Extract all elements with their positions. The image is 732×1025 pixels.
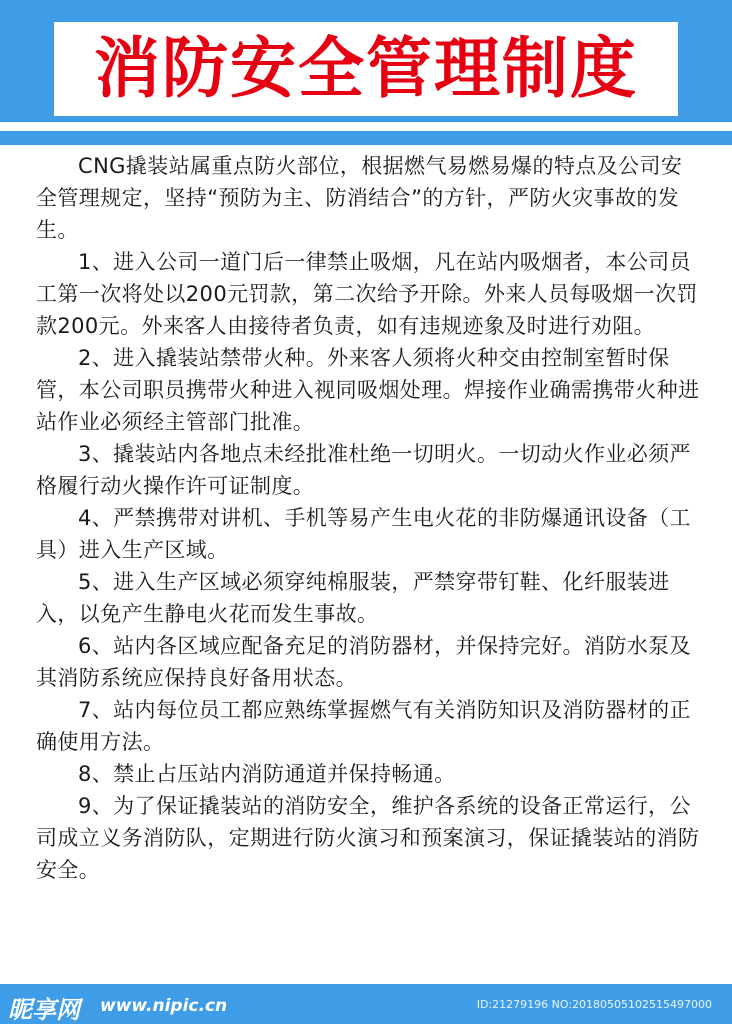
rule-paragraph: 1、进入公司一道门后一律禁止吸烟，凡在站内吸烟者，本公司员工第一次将处以200元罚款，第二次给予开除。外来人员每吸烟一次罚款200元。外来客人由接待者负责，如有违规迹象及时进行劝阻。 — [36, 250, 698, 338]
intro-paragraph: CNG撬装站属重点防火部位，根据燃气易燃易爆的特点及公司安全管理规定，坚持“预防为主、防消结合”的方针，严防火灾事故的发生。 — [36, 154, 683, 242]
page-title: 消防安全管理制度 — [94, 30, 638, 107]
rule-paragraph: 2、进入撬装站禁带火种。外来客人须将火种交由控制室暂时保管，本公司职员携带火种进入视同吸烟处理。焊接作业确需携带火种进站作业必须经主管部门批准。 — [36, 346, 700, 434]
rule-paragraph: 5、进入生产区域必须穿纯棉服装，严禁穿带钉鞋、化纤服装进入，以免产生静电火花而发生事故。 — [36, 570, 670, 626]
divider-stripe — [0, 131, 732, 145]
title-box — [54, 22, 678, 116]
rule-paragraph: 6、站内各区域应配备充足的消防器材，并保持完好。消防水泵及其消防系统应保持良好备用状态。 — [36, 634, 691, 690]
rule-paragraph: 3、撬装站内各地点未经批准杜绝一切明火。一切动火作业必须严格履行动火操作许可证制度。 — [36, 442, 691, 498]
rule-paragraph: 8、禁止占压站内消防通道并保持畅通。 — [78, 762, 456, 786]
rule-paragraph: 4、严禁携带对讲机、手机等易产生电火花的非防爆通讯设备（工具）进入生产区域。 — [36, 506, 691, 562]
watermark-logo: 昵享网 — [8, 996, 80, 1024]
watermark-id: ID:21279196 NO:20180505102515497000 — [476, 998, 712, 1011]
rule-paragraph: 7、站内每位员工都应熟练掌握燃气有关消防知识及消防器材的正确使用方法。 — [36, 698, 691, 754]
rule-paragraph: 9、为了保证撬装站的消防安全，维护各系统的设备正常运行，公司成立义务消防队，定期进行防火演习和预案演习，保证撬装站的消防安全。 — [36, 794, 700, 882]
watermark-site: www.nipic.cn — [100, 996, 228, 1016]
regulation-body — [36, 150, 702, 886]
footer-band — [0, 984, 732, 1024]
